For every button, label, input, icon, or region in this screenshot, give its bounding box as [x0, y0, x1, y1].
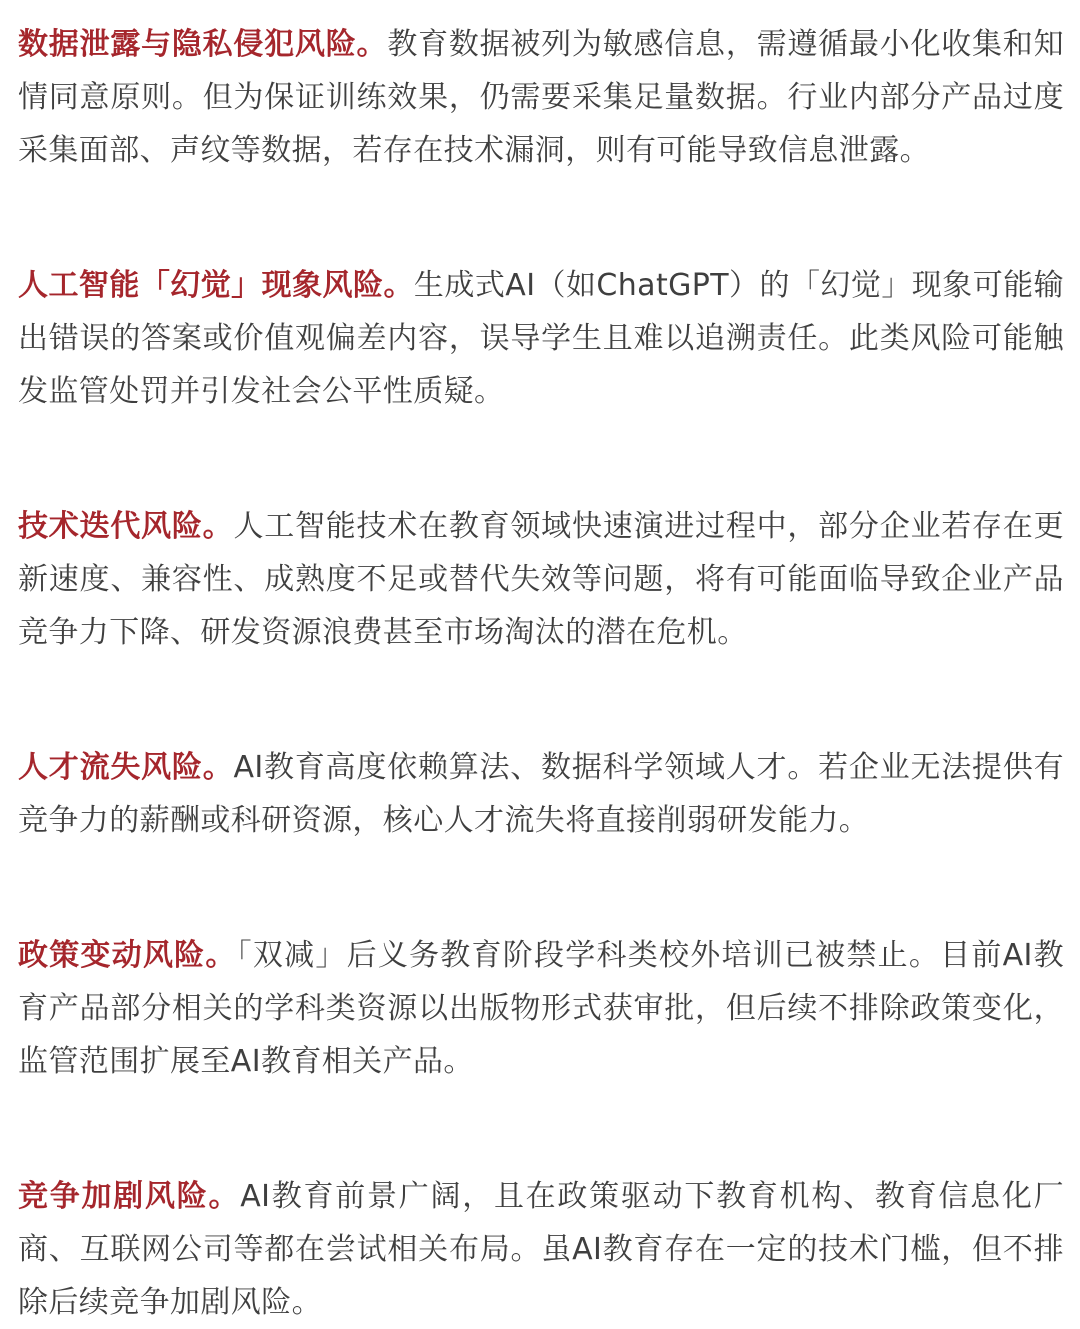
risk-paragraph-data-privacy	[18, 18, 1064, 177]
risk-text-policy-change: 「双减」后义务教育阶段学科类校外培训已被禁止。目前AI教育产品部分相关的学科类资源以出版物形式获审批，但后续不排除政策变化，监管范围扩展至AI教育相关产品。	[18, 938, 1064, 1079]
risk-text-talent-loss: AI教育高度依赖算法、数据科学领域人才。若企业无法提供有竞争力的薪酬或科研资源，核心人才流失将直接削弱研发能力。	[18, 750, 1064, 838]
risk-paragraph-ai-hallucination	[18, 259, 1064, 418]
risk-text-competition: AI教育前景广阔，且在政策驱动下教育机构、教育信息化厂商、互联网公司等都在尝试相关布局。虽AI教育存在一定的技术门槛，但不排除后续竞争加剧风险。	[18, 1179, 1064, 1320]
risk-heading-competition: 竞争加剧风险。	[18, 1179, 241, 1214]
risk-heading-data-privacy: 数据泄露与隐私侵犯风险。	[18, 27, 388, 62]
risk-heading-talent-loss: 人才流失风险。	[18, 750, 234, 785]
risk-paragraph-tech-iteration	[18, 500, 1064, 659]
risk-text-tech-iteration: 人工智能技术在教育领域快速演进过程中，部分企业若存在更新速度、兼容性、成熟度不足或替代失效等问题，将有可能面临导致企业产品竞争力下降、研发资源浪费甚至市场淘汰的潜在危机。	[18, 509, 1064, 650]
risk-text-data-privacy: 教育数据被列为敏感信息，需遵循最小化收集和知情同意原则。但为保证训练效果，仍需要采集足量数据。行业内部分产品过度采集面部、声纹等数据，若存在技术漏洞，则有可能导致信息泄露。	[18, 27, 1064, 168]
risk-text-ai-hallucination: 生成式AI（如ChatGPT）的「幻觉」现象可能输出错误的答案或价值观偏差内容，误导学生且难以追溯责任。此类风险可能触发监管处罚并引发社会公平性质疑。	[18, 268, 1065, 409]
risk-paragraph-competition	[18, 1170, 1064, 1329]
risk-heading-policy-change: 政策变动风险。	[18, 938, 237, 973]
risk-heading-ai-hallucination: 人工智能「幻觉」现象风险。	[18, 268, 414, 303]
risk-paragraph-talent-loss	[18, 741, 1064, 847]
risk-paragraph-policy-change	[18, 929, 1064, 1088]
risk-heading-tech-iteration: 技术迭代风险。	[18, 509, 234, 544]
